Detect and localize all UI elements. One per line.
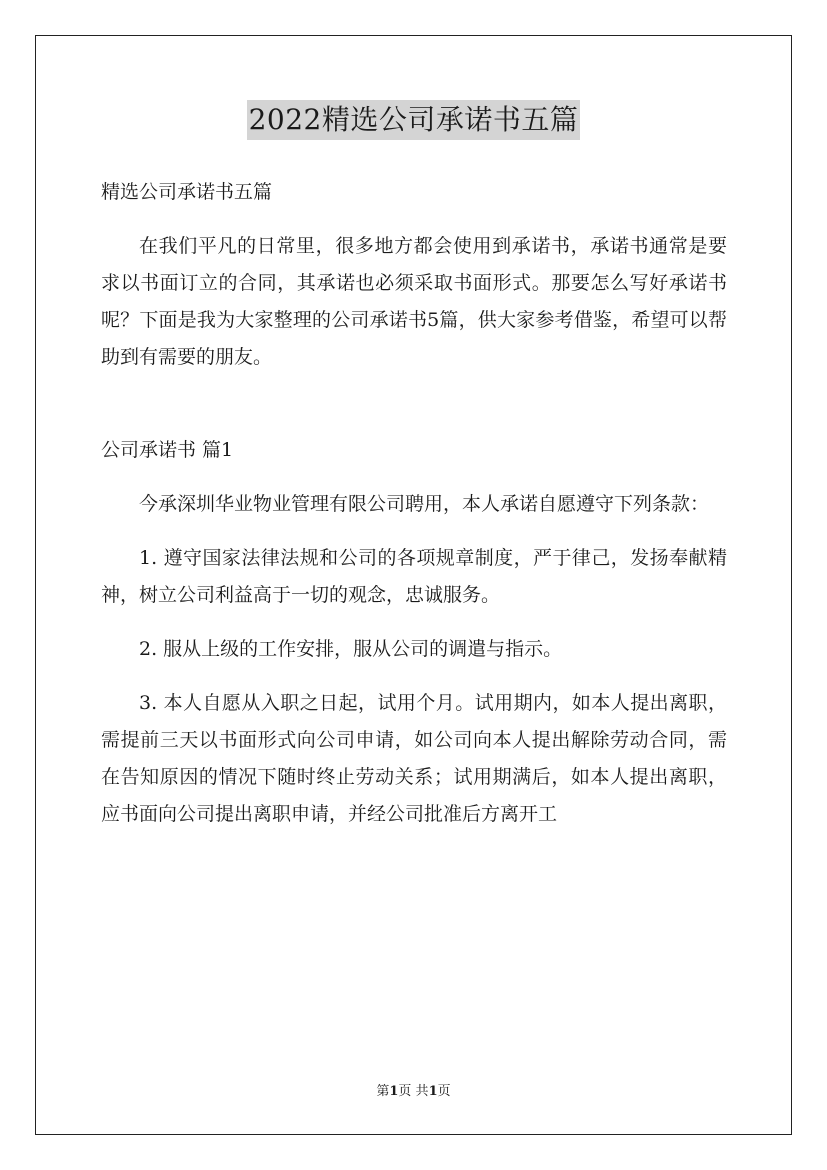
footer-page-suffix: 页: [437, 1084, 451, 1099]
body-paragraph: 2. 服从上级的工作安排，服从公司的调遣与指示。: [139, 638, 563, 660]
footer-page-mid: 页 共: [398, 1084, 429, 1099]
document-subtitle: 精选公司承诺书五篇: [101, 181, 273, 203]
document-body: [101, 174, 727, 850]
body-paragraph: 今承深圳华业物业管理有限公司聘用，本人承诺自愿遵守下列条款：: [139, 493, 710, 515]
body-paragraph: 3. 本人自愿从入职之日起，试用个月。试用期内，如本人提出离职，需提前三天以书面形式向公司申请，如公司向本人提出解除劳动合同，需在告知原因的情况下随时终止劳动关系；试用期满后，如本人提出离职，应书面向公司提出离职申请，并经公司批准后方离开工: [101, 692, 727, 825]
footer-page-prefix: 第: [376, 1084, 390, 1099]
page-footer: [0, 1082, 827, 1102]
title-container: [0, 100, 827, 140]
footer-page-total: 1: [428, 1084, 438, 1099]
document-title: 2022精选公司承诺书五篇: [247, 100, 581, 140]
body-paragraph: 1. 遵守国家法律法规和公司的各项规章制度，严于律己，发扬奉献精神，树立公司利益高于一切的观念，忠诚服务。: [101, 547, 727, 606]
intro-paragraph: 在我们平凡的日常里，很多地方都会使用到承诺书，承诺书通常是要求以书面订立的合同，其承诺也必须采取书面形式。那要怎么写好承诺书呢？下面是我为大家整理的公司承诺书5篇，供大家参考借鉴，希望可以帮助到有需要的朋友。: [101, 235, 727, 368]
footer-page-number: 1: [389, 1084, 399, 1099]
section-heading: 公司承诺书 篇1: [101, 439, 234, 461]
